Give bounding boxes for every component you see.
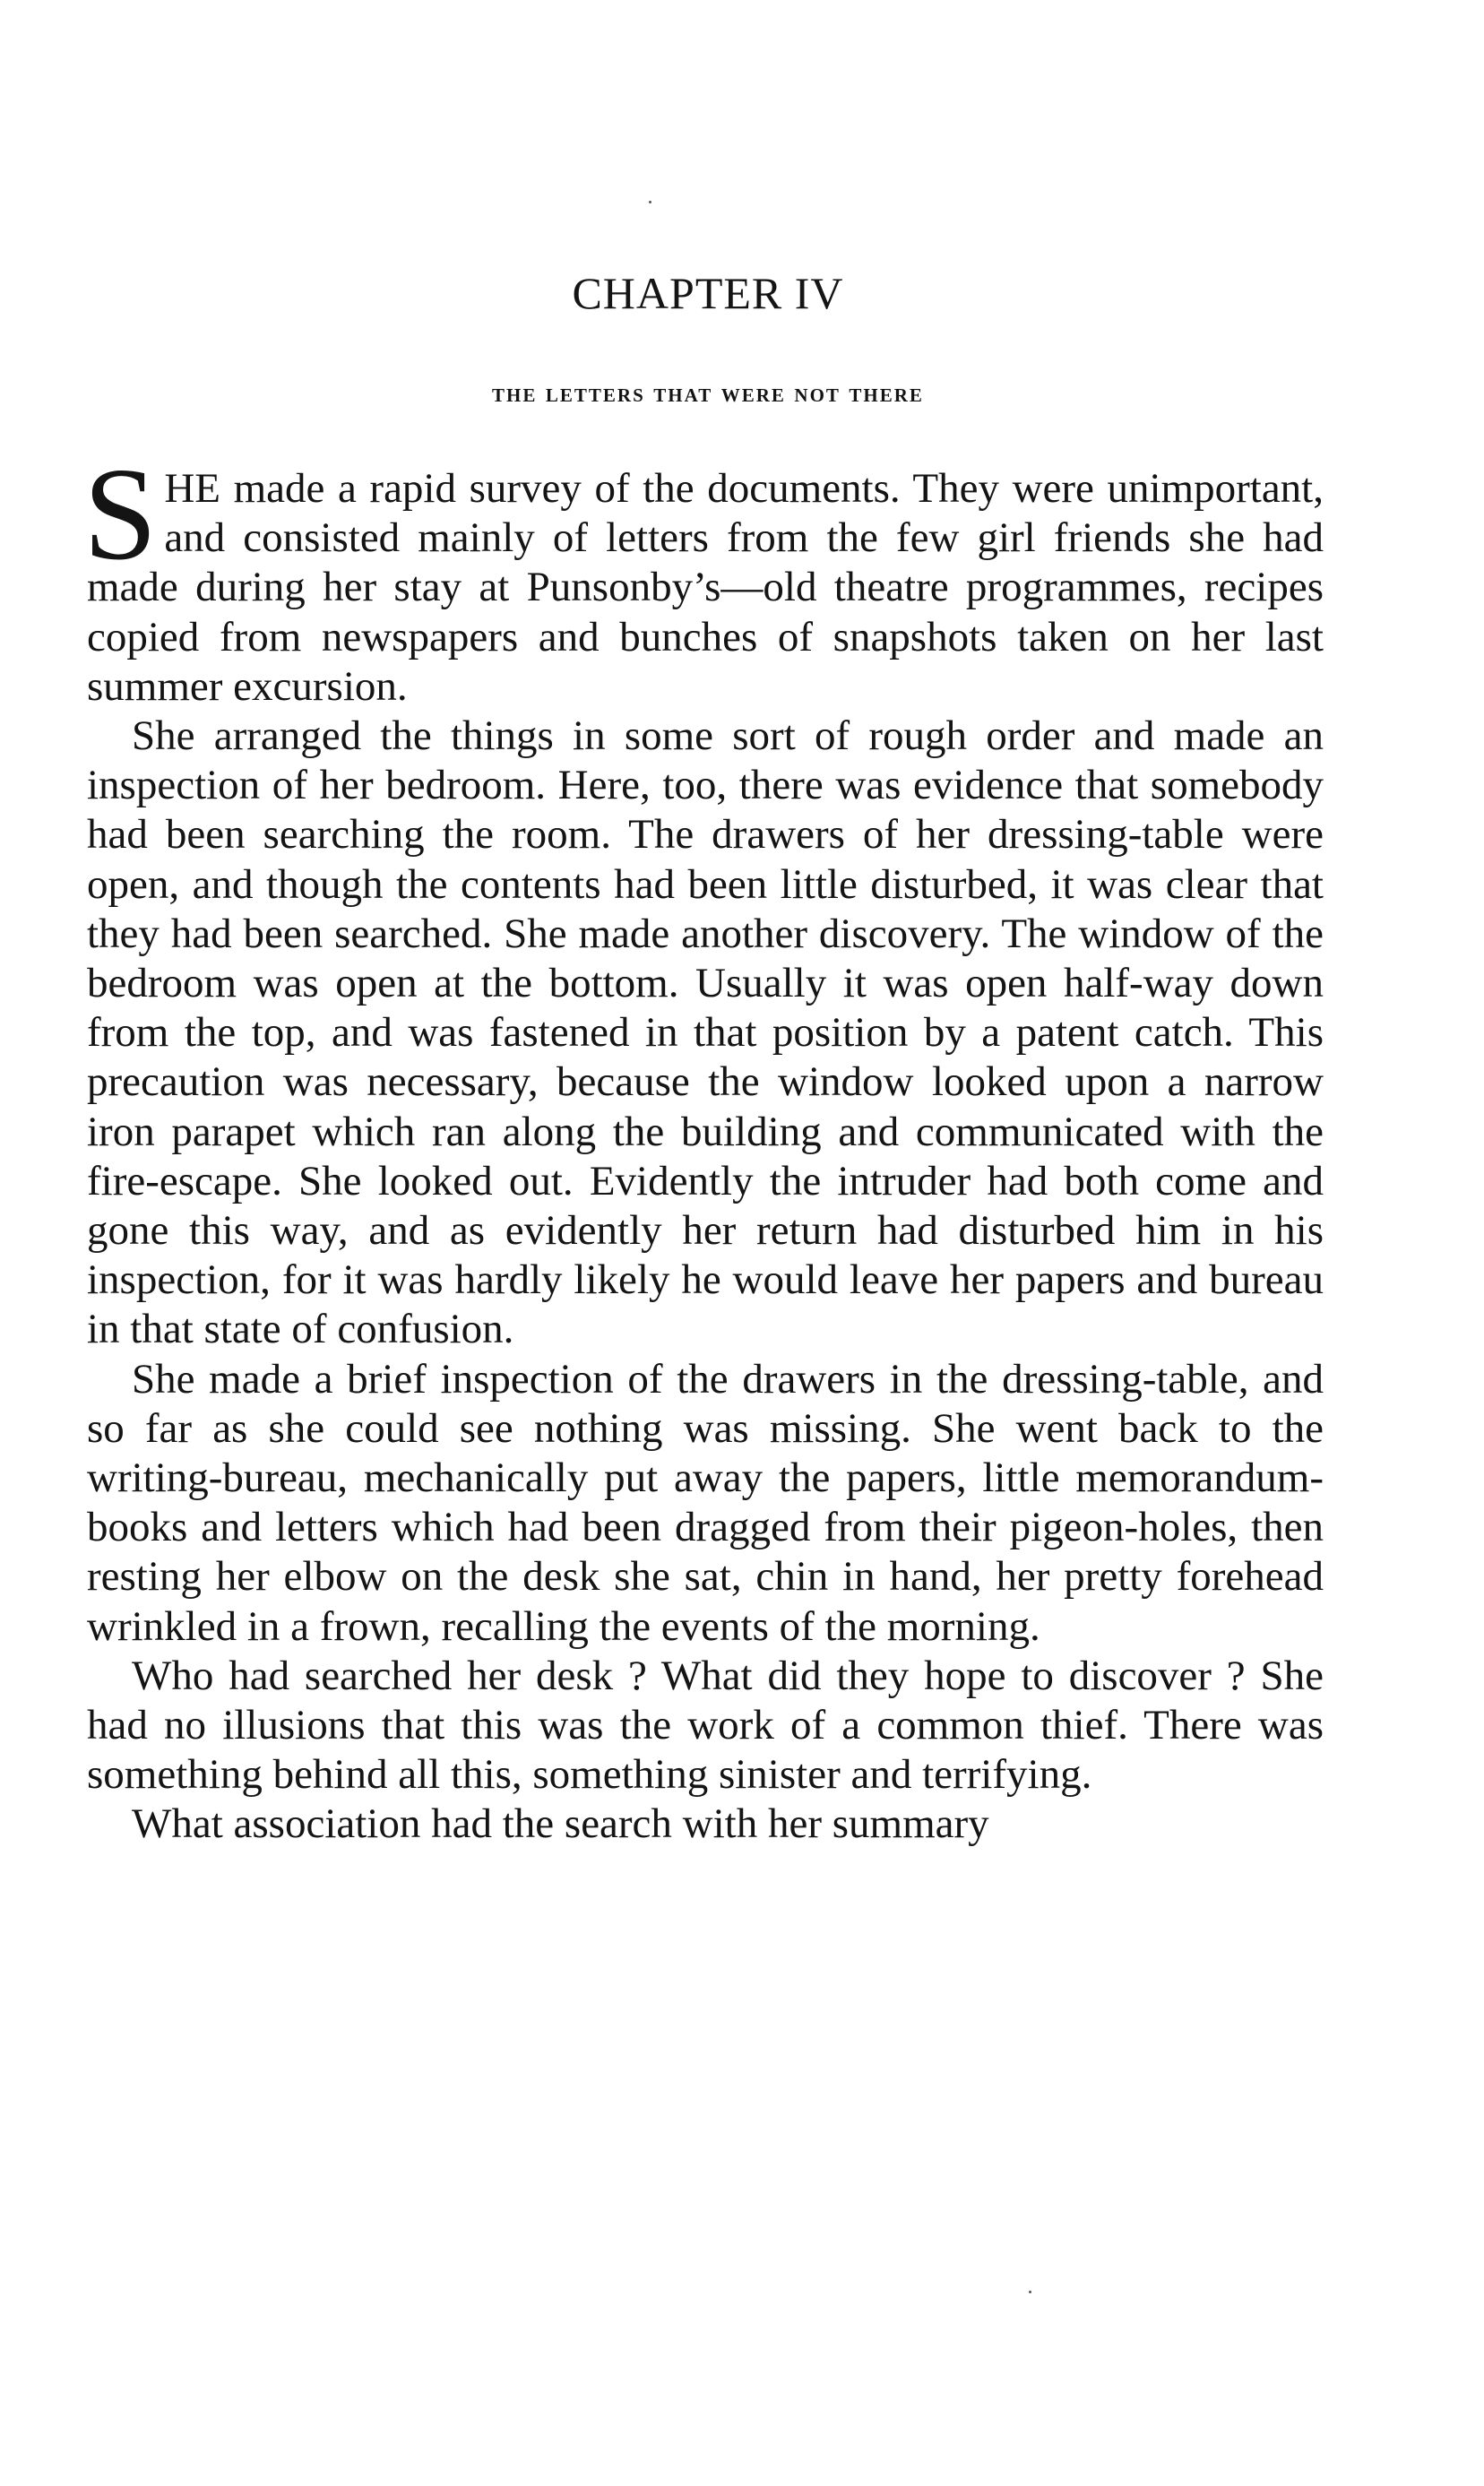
paragraph-5: What association had the search with her summary: [132, 1800, 989, 1848]
drop-cap: S: [83, 441, 158, 588]
page-speck: [1029, 2291, 1031, 2293]
paragraph-4: Who had searched her desk ? What did they hope to discover ? She had no illusions that this was the work of a common thief. There was something behind all this, something sinister and terrifying.: [87, 1652, 1324, 1799]
paragraph-2: She arranged the things in some sort of rough order and made an inspection of her bedroom. Here, too, there was evidence that somebody had been searching the room. The drawers of her dressing-table were open, and though the contents had been little disturbed, it was clear that they had been searched. She made another discovery. The window of the bedroom was open at the bottom. Usually it was open half-way down from the top, and was fastened in that position by a patent catch. This precaution was necessary, because the window looked upon a narrow iron parapet which ran along the building and communicated with the fire-escape. She looked out. Evidently the intruder had both come and gone this way, and as evidently her return had disturbed him in his inspection, for it was hardly likely he would leave her papers and bureau in that state of confusion.: [87, 712, 1324, 1353]
chapter-subtitle: the letters that were not there: [492, 378, 924, 408]
paragraph-3: She made a brief inspection of the drawers in the dressing-table, and so far as she could see nothing was missing. She went back to the writing-bureau, mechanically put away the papers, little memorandum-books and letters which had been dragged from their pigeon-holes, then resting her elbow on the desk she sat, chin in hand, her pretty forehead wrinkled in a frown, recalling the events of the morning.: [87, 1355, 1324, 1650]
chapter-title: CHAPTER IV: [572, 268, 844, 318]
chapter-body: [83, 441, 1324, 1850]
paragraph-1-text: HE made a rapid survey of the documents. They were unimportant, and consisted mainly of letters from the few girl friends she had made during her stay at Punsonby’s—old theatre programmes, recipes copied from newspapers and bunches of snapshots taken on her last summer excursion.: [87, 465, 1324, 710]
paragraph-1: [83, 441, 1324, 712]
page-speck: [649, 201, 651, 203]
